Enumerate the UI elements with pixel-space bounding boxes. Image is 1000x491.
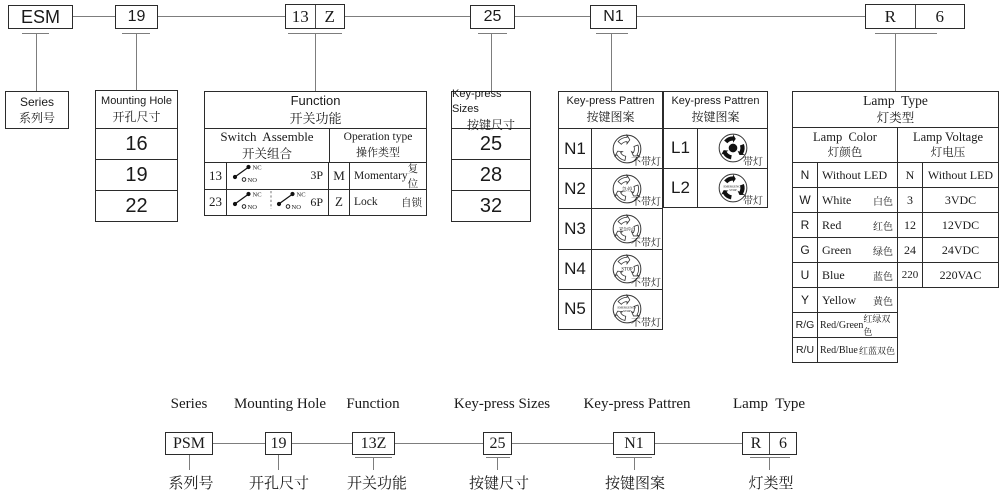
- lamp-color-row: [793, 213, 897, 238]
- svg-text:紧急停止: 紧急停止: [619, 227, 635, 232]
- lamp-color-code: R/G: [793, 313, 818, 337]
- lamp-voltage-row: [898, 238, 998, 263]
- bottom-label-function-en: Function: [346, 396, 400, 412]
- function-row: [205, 190, 426, 215]
- lamp-color-en: Green: [822, 242, 852, 257]
- lamp-voltage-row: [898, 188, 998, 213]
- lamp-color-cn: 红绿双色: [863, 314, 891, 337]
- lamp-presence-label: 带灯: [743, 196, 763, 207]
- lamp-voltage-code: N: [898, 163, 923, 187]
- lamp-color-cn: 绿色: [873, 246, 893, 258]
- svg-text:STOP: STOP: [728, 187, 737, 192]
- lamp-presence-label: 带灯: [743, 156, 763, 168]
- bottom-code-function-box: [352, 432, 395, 455]
- lamp-color-en: White: [822, 192, 852, 207]
- pattern-row: [664, 169, 767, 208]
- top-code-pattern: N1: [603, 8, 624, 25]
- lamp-color-code: N: [793, 163, 818, 187]
- connector-drop: [497, 458, 498, 470]
- sizes-title-en: Key-press Sizes: [452, 88, 502, 115]
- size-row: [452, 160, 530, 191]
- connector-line: [515, 16, 590, 17]
- top-code-pattern-box: [590, 5, 637, 29]
- bottom-label-lamp-en: Lamp Type: [733, 396, 805, 412]
- pattern-l-title-cn: 按键图案: [691, 110, 740, 125]
- connector-line: [512, 443, 613, 444]
- lamp-color-cn: 蓝色: [873, 271, 893, 283]
- lamp-voltage-row: [898, 263, 998, 287]
- lamp-color-en: Red/Green: [820, 319, 864, 331]
- bottom-code-mounting: 19: [270, 434, 287, 452]
- lamp-voltage-value: 220VAC: [939, 267, 982, 282]
- pattern-code: N3: [559, 209, 592, 248]
- connector-line: [637, 16, 865, 17]
- lamp-color-cn: 白色: [873, 196, 893, 208]
- lamp-color-code: U: [793, 263, 818, 287]
- svg-text:NC: NC: [296, 191, 306, 199]
- connector-line: [158, 16, 285, 17]
- top-code-mounting: 19: [127, 8, 146, 25]
- bottom-label-mounting-cn: 开孔尺寸: [248, 476, 310, 491]
- lamp-voltage-value: Without LED: [927, 167, 994, 182]
- lamp-color-table: [792, 127, 898, 363]
- pattern-code: N2: [559, 169, 592, 208]
- series-title-cn: 系列号: [18, 111, 55, 125]
- switch-contact-symbol: [231, 161, 275, 190]
- bottom-code-size-box: [483, 432, 512, 455]
- lamp-color-cn: 黄色: [873, 296, 893, 308]
- pattern-code: N5: [559, 290, 592, 329]
- operation-name-en: Lock: [354, 196, 378, 209]
- top-code-function-right: Z: [315, 5, 345, 28]
- svg-text:NO: NO: [247, 177, 257, 185]
- lamp-voltage-title-cn: 灯电压: [930, 146, 966, 159]
- connector-line: [73, 16, 115, 17]
- function-title-en: Function: [290, 93, 341, 109]
- lamp-voltage-code: 24: [898, 238, 923, 262]
- lamp-color-row: [793, 313, 897, 338]
- connector-drop: [634, 458, 635, 470]
- lamp-color-en: Yellow: [822, 292, 857, 307]
- function-subheader: [205, 129, 426, 163]
- bottom-label-sizes-en: Key-press Sizes: [453, 396, 551, 412]
- lamp-presence-label: 不带灯: [631, 157, 661, 169]
- lamp-voltage-row: [898, 163, 998, 188]
- bottom-code-pattern-box: [613, 432, 655, 455]
- function-table: [204, 91, 427, 216]
- top-code-series-box: [8, 5, 73, 29]
- lamp-voltage-title-en: Lamp Voltage: [912, 129, 983, 144]
- top-code-mounting-box: [115, 5, 158, 29]
- poles-label: 6P: [310, 194, 323, 209]
- mounting-title-en: Mounting Hole: [101, 94, 172, 107]
- lamp-color-code: R: [793, 213, 818, 237]
- connector-drop: [373, 458, 374, 470]
- bottom-code-pattern: N1: [624, 434, 644, 452]
- lamp-color-code: R/U: [793, 338, 818, 362]
- bottom-label-series-en: Series: [170, 396, 208, 412]
- svg-text:NO: NO: [291, 203, 301, 211]
- operation-type-cn: 操作类型: [356, 146, 400, 159]
- bottom-label-pattern-en: Key-press Pattren: [583, 396, 691, 412]
- operation-name-en: Momentary: [354, 169, 408, 182]
- pattern-n-title-cn: 按键图案: [586, 110, 635, 125]
- connector-underline: [750, 457, 790, 458]
- mounting-row: [96, 191, 177, 221]
- lamp-color-row: [793, 238, 897, 263]
- assemble-code: 23: [205, 190, 227, 215]
- operation-code: Z: [329, 190, 350, 215]
- lamp-title-en: Lamp Type: [863, 93, 928, 108]
- pattern-code: N4: [559, 250, 592, 289]
- size-value: 25: [479, 132, 503, 155]
- lamp-title-cn: 灯类型: [876, 111, 915, 126]
- bottom-label-lamp-cn: 灯类型: [748, 476, 794, 491]
- lamp-color-code: Y: [793, 288, 818, 312]
- bottom-label-function-cn: 开关功能: [346, 476, 408, 491]
- connector-drop: [491, 34, 492, 91]
- bottom-code-lamp-box: [742, 432, 797, 455]
- operation-type-en: Operation type: [343, 131, 413, 144]
- top-code-function-box: [285, 4, 345, 29]
- lamp-presence-label: 不带灯: [631, 197, 661, 209]
- assemble-code: 13: [205, 163, 227, 188]
- lamp-color-cn: 红蓝双色: [858, 345, 895, 356]
- svg-text:EMERGENCY: EMERGENCY: [723, 184, 742, 189]
- mounting-row: [96, 160, 177, 191]
- operation-name-cn: 自锁: [401, 197, 422, 209]
- operation-code: M: [329, 163, 350, 188]
- bottom-code-lamp-right: 6: [769, 433, 796, 454]
- connector-line: [292, 443, 352, 444]
- pattern-row: [559, 169, 662, 209]
- size-value: 32: [479, 194, 503, 217]
- switch-assemble-en: Switch Assemble: [220, 129, 314, 145]
- size-value: 28: [479, 163, 503, 186]
- svg-text:NC: NC: [252, 164, 262, 172]
- lamp-voltage-value: 3VDC: [944, 192, 977, 207]
- function-row: [205, 163, 426, 189]
- bottom-code-size: 25: [489, 434, 506, 452]
- top-code-lamp-box: [865, 4, 965, 29]
- lamp-voltage-value: 24VDC: [941, 242, 980, 257]
- lamp-color-row: [793, 288, 897, 313]
- lamp-color-code: G: [793, 238, 818, 262]
- sizes-title-cn: 按键尺寸: [466, 117, 515, 132]
- lamp-voltage-row: [898, 213, 998, 238]
- svg-text:STOP: STOP: [623, 309, 631, 314]
- bottom-label-sizes-cn: 按键尺寸: [468, 476, 530, 491]
- bottom-code-series-box: [165, 432, 213, 455]
- lamp-type-header: [792, 91, 999, 128]
- lamp-color-code: W: [793, 188, 818, 212]
- bottom-label-series-cn: 系列号: [168, 476, 214, 491]
- lamp-voltage-code: 220: [898, 263, 923, 287]
- lamp-color-en: Without LED: [822, 167, 888, 182]
- lamp-color-row: [793, 263, 897, 288]
- lamp-color-cn: 红色: [873, 221, 893, 233]
- lamp-color-en: Red: [822, 217, 842, 232]
- pattern-code: N1: [559, 129, 592, 168]
- top-code-size: 25: [483, 8, 502, 25]
- pattern-row: [559, 250, 662, 290]
- connector-underline: [875, 33, 937, 34]
- poles-label: 3P: [310, 168, 323, 183]
- pattern-code: L1: [664, 129, 698, 168]
- pattern-n-title-en: Key-press Pattren: [566, 95, 655, 108]
- top-code-lamp-left: R: [884, 6, 896, 26]
- lamp-color-row: [793, 338, 897, 362]
- mounting-value: 16: [125, 132, 148, 155]
- mounting-hole-table: [95, 90, 178, 222]
- connector-drop: [278, 455, 279, 470]
- lamp-presence-label: 不带灯: [631, 318, 661, 330]
- svg-text:NC: NC: [252, 191, 262, 199]
- connector-underline: [486, 457, 510, 458]
- svg-text:NO: NO: [247, 203, 257, 211]
- connector-drop: [769, 458, 770, 470]
- svg-text:STOP: STOP: [621, 267, 633, 273]
- top-code-size-box: [470, 5, 515, 29]
- lamp-color-row: [793, 163, 897, 188]
- lamp-color-title-cn: 灯颜色: [827, 146, 863, 159]
- pattern-row: [559, 209, 662, 249]
- top-code-series: ESM: [20, 6, 60, 27]
- connector-underline: [478, 33, 507, 34]
- connector-drop: [189, 455, 190, 470]
- keypress-pattern-l-table: [663, 91, 768, 208]
- bottom-code-lamp-left: R: [750, 434, 762, 452]
- svg-text:EMERGENCY: EMERGENCY: [617, 306, 637, 311]
- connector-line: [345, 16, 470, 17]
- bottom-code-mounting-box: [265, 432, 292, 455]
- operation-name-cn: 复位: [407, 163, 419, 190]
- pattern-l-title-en: Key-press Pattren: [671, 95, 760, 108]
- lamp-voltage-value: 12VDC: [941, 217, 980, 232]
- lamp-color-title-en: Lamp Color: [813, 129, 877, 144]
- pattern-row: [559, 129, 662, 169]
- bottom-code-function: 13Z: [360, 434, 387, 452]
- mounting-value: 22: [125, 194, 148, 217]
- series-table: [5, 91, 69, 129]
- connector-drop: [136, 34, 137, 90]
- bottom-label-mounting-en: Mounting Hole: [233, 396, 327, 412]
- lamp-voltage-code: 3: [898, 188, 923, 212]
- pattern-row: [559, 290, 662, 329]
- lamp-voltage-code: 12: [898, 213, 923, 237]
- function-title-cn: 开关功能: [289, 111, 342, 126]
- connector-drop: [895, 34, 896, 91]
- size-row: [452, 191, 530, 221]
- lamp-presence-label: 不带灯: [631, 277, 661, 289]
- keypress-pattern-n-table: [558, 91, 663, 330]
- connector-line: [655, 443, 742, 444]
- connector-line: [213, 443, 265, 444]
- lamp-voltage-table: [897, 127, 999, 288]
- connector-drop: [611, 34, 612, 91]
- switch-contact-symbol: [231, 188, 313, 217]
- bottom-label-pattern-cn: 按键图案: [604, 476, 666, 491]
- top-code-function-left: 13: [291, 6, 309, 26]
- connector-drop: [315, 34, 316, 91]
- lamp-color-en: Blue: [822, 267, 845, 282]
- size-row: [452, 129, 530, 160]
- pattern-row: [664, 129, 767, 169]
- connector-underline: [596, 33, 628, 34]
- bottom-code-series: PSM: [172, 434, 206, 452]
- pattern-code: L2: [664, 169, 698, 208]
- mounting-value: 19: [125, 163, 148, 186]
- lamp-color-en: Red/Blue: [820, 344, 858, 356]
- mounting-row: [96, 129, 177, 160]
- top-code-lamp-right: 6: [915, 5, 965, 28]
- keypress-sizes-table: [451, 88, 531, 222]
- lamp-color-row: [793, 188, 897, 213]
- svg-text:急停: 急停: [621, 186, 633, 193]
- series-title-en: Series: [19, 94, 54, 109]
- lamp-presence-label: 不带灯: [631, 237, 661, 249]
- mounting-title-cn: 开孔尺寸: [112, 109, 161, 124]
- connector-line: [395, 443, 483, 444]
- switch-assemble-cn: 开关组合: [241, 146, 292, 161]
- connector-drop: [36, 34, 37, 91]
